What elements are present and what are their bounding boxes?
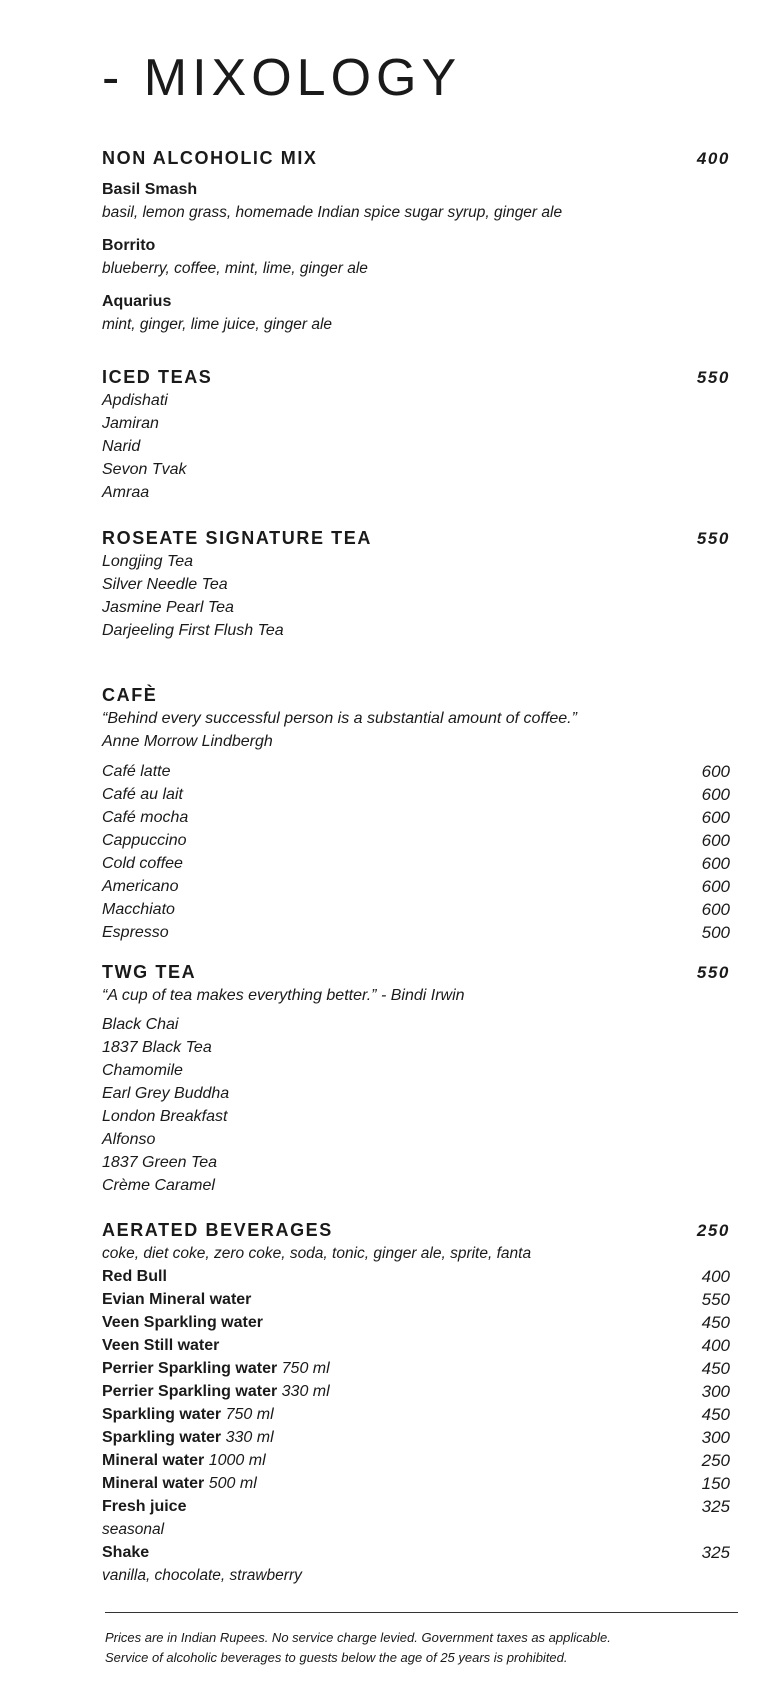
menu-item: Veen Sparkling water 450 <box>102 1313 730 1332</box>
list-item: Narid <box>102 438 141 455</box>
menu-item: Sparkling water 750 ml 450 <box>102 1405 730 1424</box>
list-item: Amraa <box>102 484 150 501</box>
item-price: 600 <box>701 877 730 896</box>
item-price: 450 <box>701 1405 730 1424</box>
section-price: 550 <box>696 368 730 387</box>
item-price: 250 <box>701 1451 730 1470</box>
list-item: 1837 Green Tea <box>102 1154 218 1171</box>
item-price: 600 <box>701 785 730 804</box>
section-price: 250 <box>696 1221 730 1240</box>
quote-author: Anne Morrow Lindbergh <box>102 733 273 750</box>
item-price: 325 <box>701 1497 730 1516</box>
section-quote: “A cup of tea makes everything better.” - Bindi Irwin <box>102 987 465 1004</box>
section-aerated-beverages <box>102 1219 730 1587</box>
menu-item: Café au lait 600 <box>102 785 730 804</box>
section-non-alcoholic <box>102 147 730 336</box>
list-item: Chamomile <box>102 1062 183 1079</box>
item-desc: basil, lemon grass, homemade Indian spice sugar syrup, ginger ale <box>102 204 563 221</box>
section-price: 550 <box>696 529 730 548</box>
item-price: 600 <box>701 808 730 827</box>
menu-item: Café latte 600 <box>102 762 730 781</box>
list-item: Apdishati <box>102 392 168 409</box>
menu-item: Mineral water 1000 ml 250 <box>102 1451 730 1470</box>
item-price: 325 <box>701 1543 730 1562</box>
list-item: Jasmine Pearl Tea <box>102 599 234 616</box>
item-price: 600 <box>701 854 730 873</box>
section-cafe <box>102 684 730 944</box>
item-price: 450 <box>701 1359 730 1378</box>
list-item: Earl Grey Buddha <box>102 1085 230 1102</box>
item-name: Basil Smash <box>102 181 198 198</box>
section-heading: ICED TEAS 550 <box>102 367 730 387</box>
item-price: 400 <box>701 1267 730 1286</box>
menu-item: Perrier Sparkling water 330 ml 300 <box>102 1382 730 1401</box>
item-price: 500 <box>701 923 730 942</box>
item-name: Borrito <box>102 237 156 254</box>
section-heading: ROSEATE SIGNATURE TEA 550 <box>102 528 730 548</box>
list-item: London Breakfast <box>102 1108 228 1125</box>
section-iced-teas <box>102 366 730 504</box>
section-quote: “Behind every successful person is a substantial amount of coffee.” <box>102 710 577 727</box>
item-desc: blueberry, coffee, mint, lime, ginger ale <box>102 260 368 277</box>
section-heading: AERATED BEVERAGES 250 <box>102 1220 730 1240</box>
list-item: 1837 Black Tea <box>102 1039 212 1056</box>
list-item: Black Chai <box>102 1016 179 1033</box>
footer-divider <box>105 1612 738 1613</box>
menu-item: Perrier Sparkling water 750 ml 450 <box>102 1359 730 1378</box>
menu-item: Espresso 500 <box>102 923 730 942</box>
menu-item: Americano 600 <box>102 877 730 896</box>
menu-item: Mineral water 500 ml 150 <box>102 1474 730 1493</box>
section-twg-tea <box>102 961 730 1197</box>
item-price: 300 <box>701 1428 730 1447</box>
footer-note: Prices are in Indian Rupees. No service charge levied. Government taxes as applicable. <box>105 1630 611 1645</box>
page-title: - MIXOLOGY <box>102 49 462 107</box>
footer-note: Service of alcoholic beverages to guests below the age of 25 years is prohibited. <box>105 1650 568 1665</box>
item-price: 150 <box>701 1474 730 1493</box>
section-desc: coke, diet coke, zero coke, soda, tonic, ginger ale, sprite, fanta <box>102 1245 532 1262</box>
item-price: 550 <box>701 1290 730 1309</box>
menu-item: Red Bull 400 <box>102 1267 730 1286</box>
list-item: Crème Caramel <box>102 1177 215 1194</box>
menu-item: Shake 325 <box>102 1543 730 1562</box>
list-item: Longjing Tea <box>102 553 194 570</box>
section-roseate-tea <box>102 527 730 642</box>
menu-item: Veen Still water 400 <box>102 1336 730 1355</box>
list-item: Alfonso <box>102 1131 156 1148</box>
list-item: Silver Needle Tea <box>102 576 228 593</box>
item-price: 450 <box>701 1313 730 1332</box>
item-price: 600 <box>701 900 730 919</box>
section-heading: NON ALCOHOLIC MIX 400 <box>102 148 730 168</box>
item-desc: seasonal <box>102 1521 165 1538</box>
menu-item: Café mocha 600 <box>102 808 730 827</box>
section-price: 550 <box>696 963 730 982</box>
list-item: Jamiran <box>102 415 159 432</box>
menu-item: Fresh juice 325 <box>102 1497 730 1516</box>
item-price: 400 <box>701 1336 730 1355</box>
item-name: Aquarius <box>102 293 172 310</box>
section-price: 400 <box>696 149 730 168</box>
list-item: Sevon Tvak <box>102 461 187 478</box>
menu-item: Cappuccino 600 <box>102 831 730 850</box>
item-price: 600 <box>701 762 730 781</box>
menu-item: Evian Mineral water 550 <box>102 1290 730 1309</box>
menu-item: Cold coffee 600 <box>102 854 730 873</box>
section-heading: TWG TEA 550 <box>102 962 730 982</box>
item-price: 300 <box>701 1382 730 1401</box>
section-heading: CAFÈ <box>102 685 158 705</box>
item-desc: vanilla, chocolate, strawberry <box>102 1567 302 1584</box>
menu-item: Sparkling water 330 ml 300 <box>102 1428 730 1447</box>
item-price: 600 <box>701 831 730 850</box>
menu-item: Macchiato 600 <box>102 900 730 919</box>
list-item: Darjeeling First Flush Tea <box>102 622 284 639</box>
item-desc: mint, ginger, lime juice, ginger ale <box>102 316 333 333</box>
